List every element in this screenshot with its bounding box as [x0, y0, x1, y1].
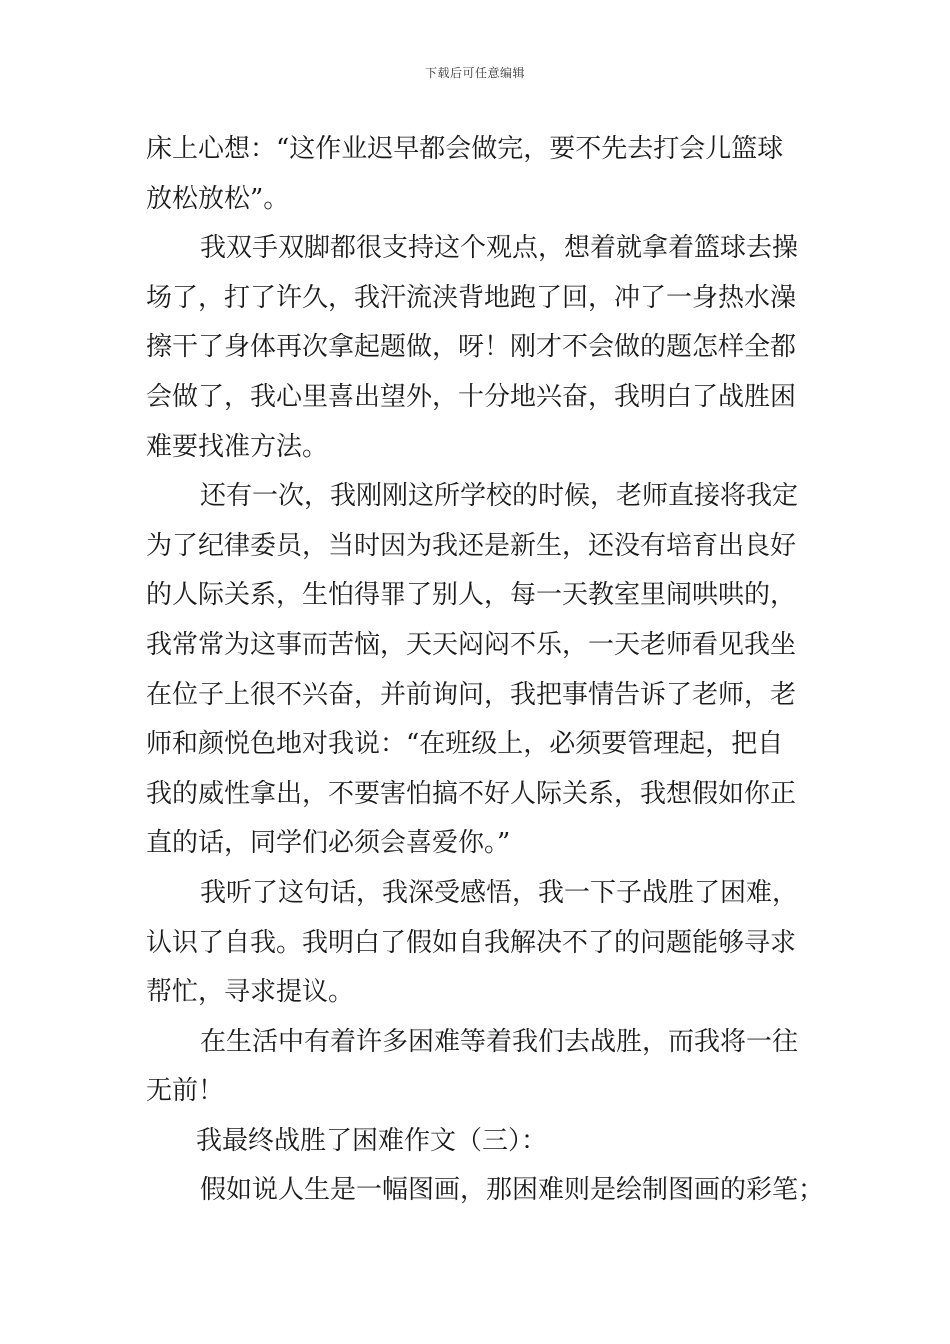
text-line: 帮忙，寻求提议。: [146, 977, 355, 1008]
text-line: 我双手双脚都很支持这个观点，想着就拿着篮球去操: [200, 233, 799, 264]
text-line: 床上心想：“这作业迟早都会做完，要不先去打会儿篮球: [146, 134, 784, 164]
text-line: 场了，打了许久，我汗流浃背地跑了回，冲了一身热水澡: [146, 282, 797, 313]
text-line: 认识了自我。我明白了假如自我解决不了的问题能够寻求: [146, 927, 797, 958]
text-line: 直的话，同学们必须会喜爱你。”: [146, 828, 511, 859]
text-line: 在生活中有着许多困难等着我们去战胜，而我将一往: [200, 1026, 799, 1057]
section-heading: 我最终战胜了困难作文（三）：: [196, 1125, 548, 1156]
text-line: 为了纪律委员，当时因为我还是新生，还没有培育出良好: [146, 530, 797, 561]
document-body: [146, 125, 825, 1216]
text-line: 擦干了身体再次拿起题做，呀！刚才不会做的题怎样全都: [146, 332, 797, 363]
text-line: 无前！: [146, 1076, 225, 1107]
text-line: 假如说人生是一幅图画，那困难则是绘制图画的彩笔；: [200, 1175, 825, 1206]
text-line: 放松放松”。: [146, 183, 290, 214]
text-line: 难要找准方法。: [146, 431, 329, 462]
text-line: 我听了这句话，我深受感悟，我一下子战胜了困难，: [200, 877, 799, 908]
text-line: 会做了，我心里喜出望外，十分地兴奋，我明白了战胜困: [146, 381, 797, 412]
page-header-note: 下载后可任意编辑: [424, 66, 525, 80]
text-line: 还有一次，我刚刚这所学校的时候，老师直接将我定: [200, 481, 799, 512]
text-line: 的人际关系，生怕得罪了别人，每一天教室里闹哄哄的，: [146, 580, 797, 611]
text-line: 我的威性拿出，不要害怕搞不好人际关系，我想假如你正: [146, 778, 797, 809]
text-line: 在位子上很不兴奋，并前询问，我把事情告诉了老师，老: [146, 679, 797, 710]
text-line: 师和颜悦色地对我说：“在班级上，必须要管理起，把自: [146, 729, 784, 760]
text-line: 我常常为这事而苦恼，天天闷闷不乐，一天老师看见我坐: [146, 629, 797, 660]
